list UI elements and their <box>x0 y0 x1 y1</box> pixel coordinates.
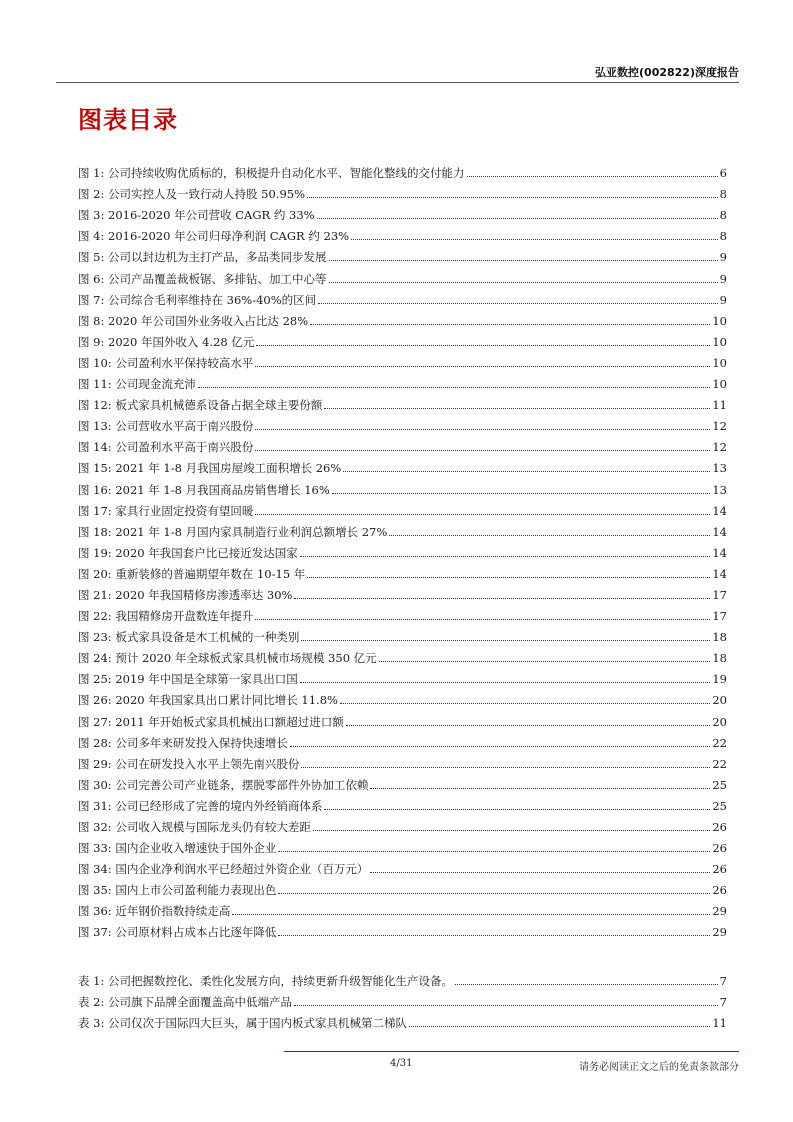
entry-title: 家具行业固定投资有望回暖 <box>115 503 254 518</box>
dot-leader <box>294 598 710 599</box>
entry-page-number: 17 <box>712 609 727 624</box>
entry-page-number: 26 <box>712 841 727 856</box>
entry-page-number: 13 <box>712 461 727 476</box>
entry-label: 图 13: <box>78 419 112 434</box>
dot-leader <box>300 682 711 683</box>
entry-page-number: 25 <box>712 777 727 792</box>
entry-label: 图 12: <box>78 398 112 413</box>
entry-label: 图 33: <box>78 841 112 856</box>
dot-leader <box>409 1026 710 1027</box>
entry-label: 图 10: <box>78 355 112 370</box>
entry-label: 图 22: <box>78 609 112 624</box>
figure-entry[interactable] <box>78 180 727 201</box>
dot-leader <box>278 935 710 936</box>
figure-entry[interactable] <box>78 918 727 939</box>
entry-page-number: 20 <box>712 693 727 708</box>
entry-title: 2020 年国外收入 4.28 亿元 <box>108 334 255 349</box>
entry-page-number: 9 <box>719 271 727 286</box>
entry-label: 图 23: <box>78 630 112 645</box>
entry-page-number: 14 <box>712 545 727 560</box>
entry-title: 预计 2020 年全球板式家具机械市场规模 350 亿元 <box>115 651 377 666</box>
entry-title: 2020 年我国精修房渗透率达 30% <box>115 587 293 602</box>
entry-label: 表 2: <box>78 995 105 1010</box>
entry-page-number: 10 <box>712 313 727 328</box>
entry-page-number: 20 <box>712 714 727 729</box>
figure-entry[interactable] <box>78 307 727 328</box>
entry-page-number: 7 <box>719 995 727 1010</box>
dot-leader <box>278 851 710 852</box>
figure-entry[interactable] <box>78 518 727 539</box>
dot-leader <box>255 514 710 515</box>
dot-leader <box>329 282 718 283</box>
figure-entry[interactable] <box>78 264 727 285</box>
figure-entry[interactable] <box>78 792 727 813</box>
entry-title: 公司完善公司产业链条，摆脱零部件外协加工依赖 <box>115 777 369 792</box>
footer-divider <box>284 1051 739 1052</box>
figure-entry[interactable] <box>78 665 727 686</box>
entry-label: 图 34: <box>78 862 112 877</box>
entry-label: 图 20: <box>78 566 112 581</box>
dot-leader <box>255 619 710 620</box>
entry-label: 图 18: <box>78 524 112 539</box>
toc-title: 图表目录 <box>78 106 178 134</box>
figure-entry[interactable] <box>78 686 727 707</box>
dot-leader <box>294 1005 718 1006</box>
entry-label: 图 32: <box>78 820 112 834</box>
entry-title: 公司收入规模与国际龙头仍有较大差距 <box>115 820 311 834</box>
figure-entry[interactable] <box>78 497 727 518</box>
figure-entry[interactable] <box>78 729 727 750</box>
entry-title: 2021 年 1-8 月我国商品房销售增长 16% <box>115 482 330 497</box>
dot-leader <box>290 746 711 747</box>
entry-title: 2020 年我国家具出口累计同比增长 11.8% <box>115 693 338 708</box>
entry-title: 公司盈利水平高于南兴股份 <box>115 440 254 455</box>
entry-title: 板式家具机械德系设备占据全球主要份额 <box>115 398 323 413</box>
entry-label: 图 30: <box>78 777 112 792</box>
dot-leader <box>370 872 710 873</box>
entry-page-number: 14 <box>712 566 727 581</box>
dot-leader <box>198 387 711 388</box>
dot-leader <box>301 640 710 641</box>
dot-leader <box>232 914 710 915</box>
entry-title: 公司现金流充沛 <box>115 377 196 392</box>
dot-leader <box>300 556 711 557</box>
dot-leader <box>455 984 718 985</box>
figure-entry[interactable] <box>78 560 727 581</box>
figure-entry[interactable] <box>78 243 727 264</box>
dot-leader <box>278 893 710 894</box>
entry-label: 图 24: <box>78 651 112 666</box>
entry-title: 国内企业收入增速快于国外企业 <box>115 841 277 856</box>
entry-title: 公司把握数控化、柔性化发展方向，持续更新升级智能化生产设备。 <box>108 974 454 989</box>
entry-page-number: 12 <box>712 440 727 455</box>
figure-entry[interactable] <box>78 539 727 560</box>
entry-page-number: 17 <box>712 587 727 602</box>
entry-title: 重新装修的普遍期望年数在 10-15 年 <box>115 566 306 581</box>
entry-page-number: 13 <box>712 482 727 497</box>
entry-page-number: 9 <box>719 292 727 307</box>
dot-leader <box>301 767 710 768</box>
entry-label: 图 19: <box>78 545 112 560</box>
entry-page-number: 14 <box>712 503 727 518</box>
entry-title: 公司产品覆盖裁板锯、多排钻、加工中心等 <box>108 271 327 286</box>
entry-page-number: 25 <box>712 798 727 813</box>
entry-label: 图 4: <box>78 229 105 244</box>
entry-page-number: 10 <box>712 355 727 370</box>
figure-entry[interactable] <box>78 222 727 243</box>
entry-label: 图 3: <box>78 208 105 223</box>
figure-entry[interactable] <box>78 159 727 180</box>
entry-label: 图 16: <box>78 482 112 497</box>
entry-label: 图 29: <box>78 756 112 771</box>
dot-leader <box>324 809 710 810</box>
entry-title: 公司原材料占成本占比逐年降低 <box>115 925 277 940</box>
figure-entry[interactable] <box>78 370 727 391</box>
figure-entry[interactable] <box>78 876 727 897</box>
entry-page-number: 26 <box>712 883 727 898</box>
entry-label: 图 6: <box>78 271 105 286</box>
entry-title: 公司仅次于国际四大巨头，属于国内板式家具机械第二梯队 <box>108 1016 408 1031</box>
entry-label: 图 25: <box>78 672 112 687</box>
entry-label: 图 36: <box>78 904 112 919</box>
figure-entry[interactable] <box>78 623 727 644</box>
entry-title: 2016-2020 年公司归母净利润 CAGR 约 23% <box>108 229 350 244</box>
entry-page-number: 6 <box>719 166 727 181</box>
dot-leader <box>307 197 718 198</box>
entry-label: 图 8: <box>78 313 105 328</box>
entry-title: 2020 年公司国外业务收入占比达 28% <box>108 313 309 328</box>
entry-label: 图 21: <box>78 587 112 602</box>
entry-page-number: 29 <box>712 925 727 940</box>
dot-leader <box>255 429 710 430</box>
table-entry[interactable] <box>78 988 727 1009</box>
dot-leader <box>467 176 718 177</box>
figure-entry[interactable] <box>78 328 727 349</box>
entry-title: 公司在研发投入水平上领先南兴股份 <box>115 756 300 771</box>
entry-page-number: 19 <box>712 672 727 687</box>
table-entry[interactable] <box>78 1009 727 1030</box>
dot-leader <box>307 577 710 578</box>
disclaimer-text: 请务必阅读正文之后的免责条款部分 <box>579 1062 739 1073</box>
figure-entry[interactable] <box>78 855 727 876</box>
figure-entry[interactable] <box>78 454 727 475</box>
entry-label: 图 11: <box>78 377 112 392</box>
entry-page-number: 11 <box>712 1016 727 1031</box>
entry-title: 公司营收水平高于南兴股份 <box>115 419 254 434</box>
entry-label: 图 27: <box>78 714 112 729</box>
entry-page-number: 10 <box>712 377 727 392</box>
entry-label: 图 15: <box>78 461 112 476</box>
dot-leader <box>389 535 710 536</box>
entry-title: 公司持续收购优质标的，积极提升自动化水平、智能化整线的交付能力 <box>108 166 465 181</box>
entry-title: 2020 年我国套户比已接近发达国家 <box>115 545 298 560</box>
figure-entry[interactable] <box>78 475 727 496</box>
figure-entry[interactable] <box>78 581 727 602</box>
entry-label: 图 14: <box>78 440 112 455</box>
dot-leader <box>310 324 710 325</box>
entry-page-number: 18 <box>712 651 727 666</box>
dot-leader <box>346 725 711 726</box>
dot-leader <box>332 493 711 494</box>
entry-label: 图 31: <box>78 798 112 813</box>
entry-label: 图 9: <box>78 334 105 349</box>
entry-title: 2021 年 1-8 月国内家具制造行业利润总额增长 27% <box>115 524 388 539</box>
entry-page-number: 18 <box>712 630 727 645</box>
entry-page-number: 11 <box>712 398 727 413</box>
dot-leader <box>379 661 711 662</box>
figure-entry[interactable] <box>78 644 727 665</box>
page-number: 4/31 <box>390 1058 413 1069</box>
entry-label: 图 1: <box>78 166 105 181</box>
entry-label: 图 26: <box>78 693 112 708</box>
entry-title: 公司盈利水平保持较高水平 <box>115 355 254 370</box>
entry-label: 表 3: <box>78 1016 105 1031</box>
figure-entry[interactable] <box>78 412 727 433</box>
table-entry[interactable] <box>78 967 727 988</box>
entry-page-number: 12 <box>712 419 727 434</box>
dot-leader <box>324 408 710 409</box>
entry-title: 2011 年开始板式家具机械出口额超过进口额 <box>115 714 344 729</box>
entry-page-number: 10 <box>712 334 727 349</box>
entry-label: 图 7: <box>78 292 105 307</box>
entry-title: 公司实控人及一致行动人持股 50.95% <box>108 187 306 202</box>
tables-list <box>78 967 727 1030</box>
entry-page-number: 26 <box>712 820 727 834</box>
figure-entry[interactable] <box>78 834 727 855</box>
entry-page-number: 8 <box>719 229 727 244</box>
entry-label: 图 37: <box>78 925 112 940</box>
entry-title: 公司综合毛利率维持在 36%-40%的区间 <box>108 292 317 307</box>
figure-entry[interactable] <box>78 771 727 792</box>
entry-title: 近年钢价指数持续走高 <box>115 904 231 919</box>
entry-title: 2019 年中国是全球第一家具出口国 <box>115 672 298 687</box>
entry-title: 2016-2020 年公司营收 CAGR 约 33% <box>108 208 315 223</box>
entry-title: 板式家具设备是木工机械的一种类别 <box>115 630 300 645</box>
entry-title: 我国精修房开盘数连年提升 <box>115 609 254 624</box>
figure-entry[interactable] <box>78 391 727 412</box>
entry-label: 表 1: <box>78 974 105 989</box>
figures-list <box>78 159 727 939</box>
entry-page-number: 8 <box>719 208 727 223</box>
entry-page-number: 14 <box>712 524 727 539</box>
dot-leader <box>255 366 710 367</box>
figure-entry[interactable] <box>78 813 727 834</box>
entry-page-number: 9 <box>719 250 727 265</box>
entry-page-number: 8 <box>719 187 727 202</box>
dot-leader <box>317 218 718 219</box>
entry-title: 国内企业净利润水平已经超过外资企业（百万元） <box>115 862 369 877</box>
entry-label: 图 35: <box>78 883 112 898</box>
entry-title: 公司多年来研发投入保持快速增长 <box>115 735 288 750</box>
entry-page-number: 22 <box>712 756 727 771</box>
dot-leader <box>255 450 710 451</box>
entry-title: 公司已经形成了完善的境内外经销商体系 <box>115 798 323 813</box>
figure-entry[interactable] <box>78 286 727 307</box>
dot-leader <box>256 345 710 346</box>
figure-entry[interactable] <box>78 897 727 918</box>
dot-leader <box>370 788 710 789</box>
figure-entry[interactable] <box>78 602 727 623</box>
figure-entry[interactable] <box>78 201 727 222</box>
dot-leader <box>329 260 718 261</box>
figure-entry[interactable] <box>78 707 727 728</box>
entry-title: 公司旗下品牌全面覆盖高中低端产品 <box>108 995 293 1010</box>
entry-title: 国内上市公司盈利能力表现出色 <box>115 883 277 898</box>
entry-label: 图 17: <box>78 503 112 518</box>
figure-entry[interactable] <box>78 750 727 771</box>
figure-entry[interactable] <box>78 433 727 454</box>
dot-leader <box>313 830 711 831</box>
entry-page-number: 26 <box>712 862 727 877</box>
entry-label: 图 5: <box>78 250 105 265</box>
dot-leader <box>318 303 717 304</box>
entry-title: 2021 年 1-8 月我国房屋竣工面积增长 26% <box>115 461 342 476</box>
figure-entry[interactable] <box>78 349 727 370</box>
header-divider <box>56 82 739 83</box>
entry-page-number: 22 <box>712 735 727 750</box>
entry-page-number: 29 <box>712 904 727 919</box>
dot-leader <box>343 471 710 472</box>
entry-page-number: 7 <box>719 974 727 989</box>
entry-title: 公司以封边机为主打产品，多品类同步发展 <box>108 250 327 265</box>
entry-label: 图 28: <box>78 735 112 750</box>
dot-leader <box>351 239 718 240</box>
entry-label: 图 2: <box>78 187 105 202</box>
dot-leader <box>340 703 710 704</box>
report-header-title: 弘亚数控(002822)深度报告 <box>595 66 739 79</box>
